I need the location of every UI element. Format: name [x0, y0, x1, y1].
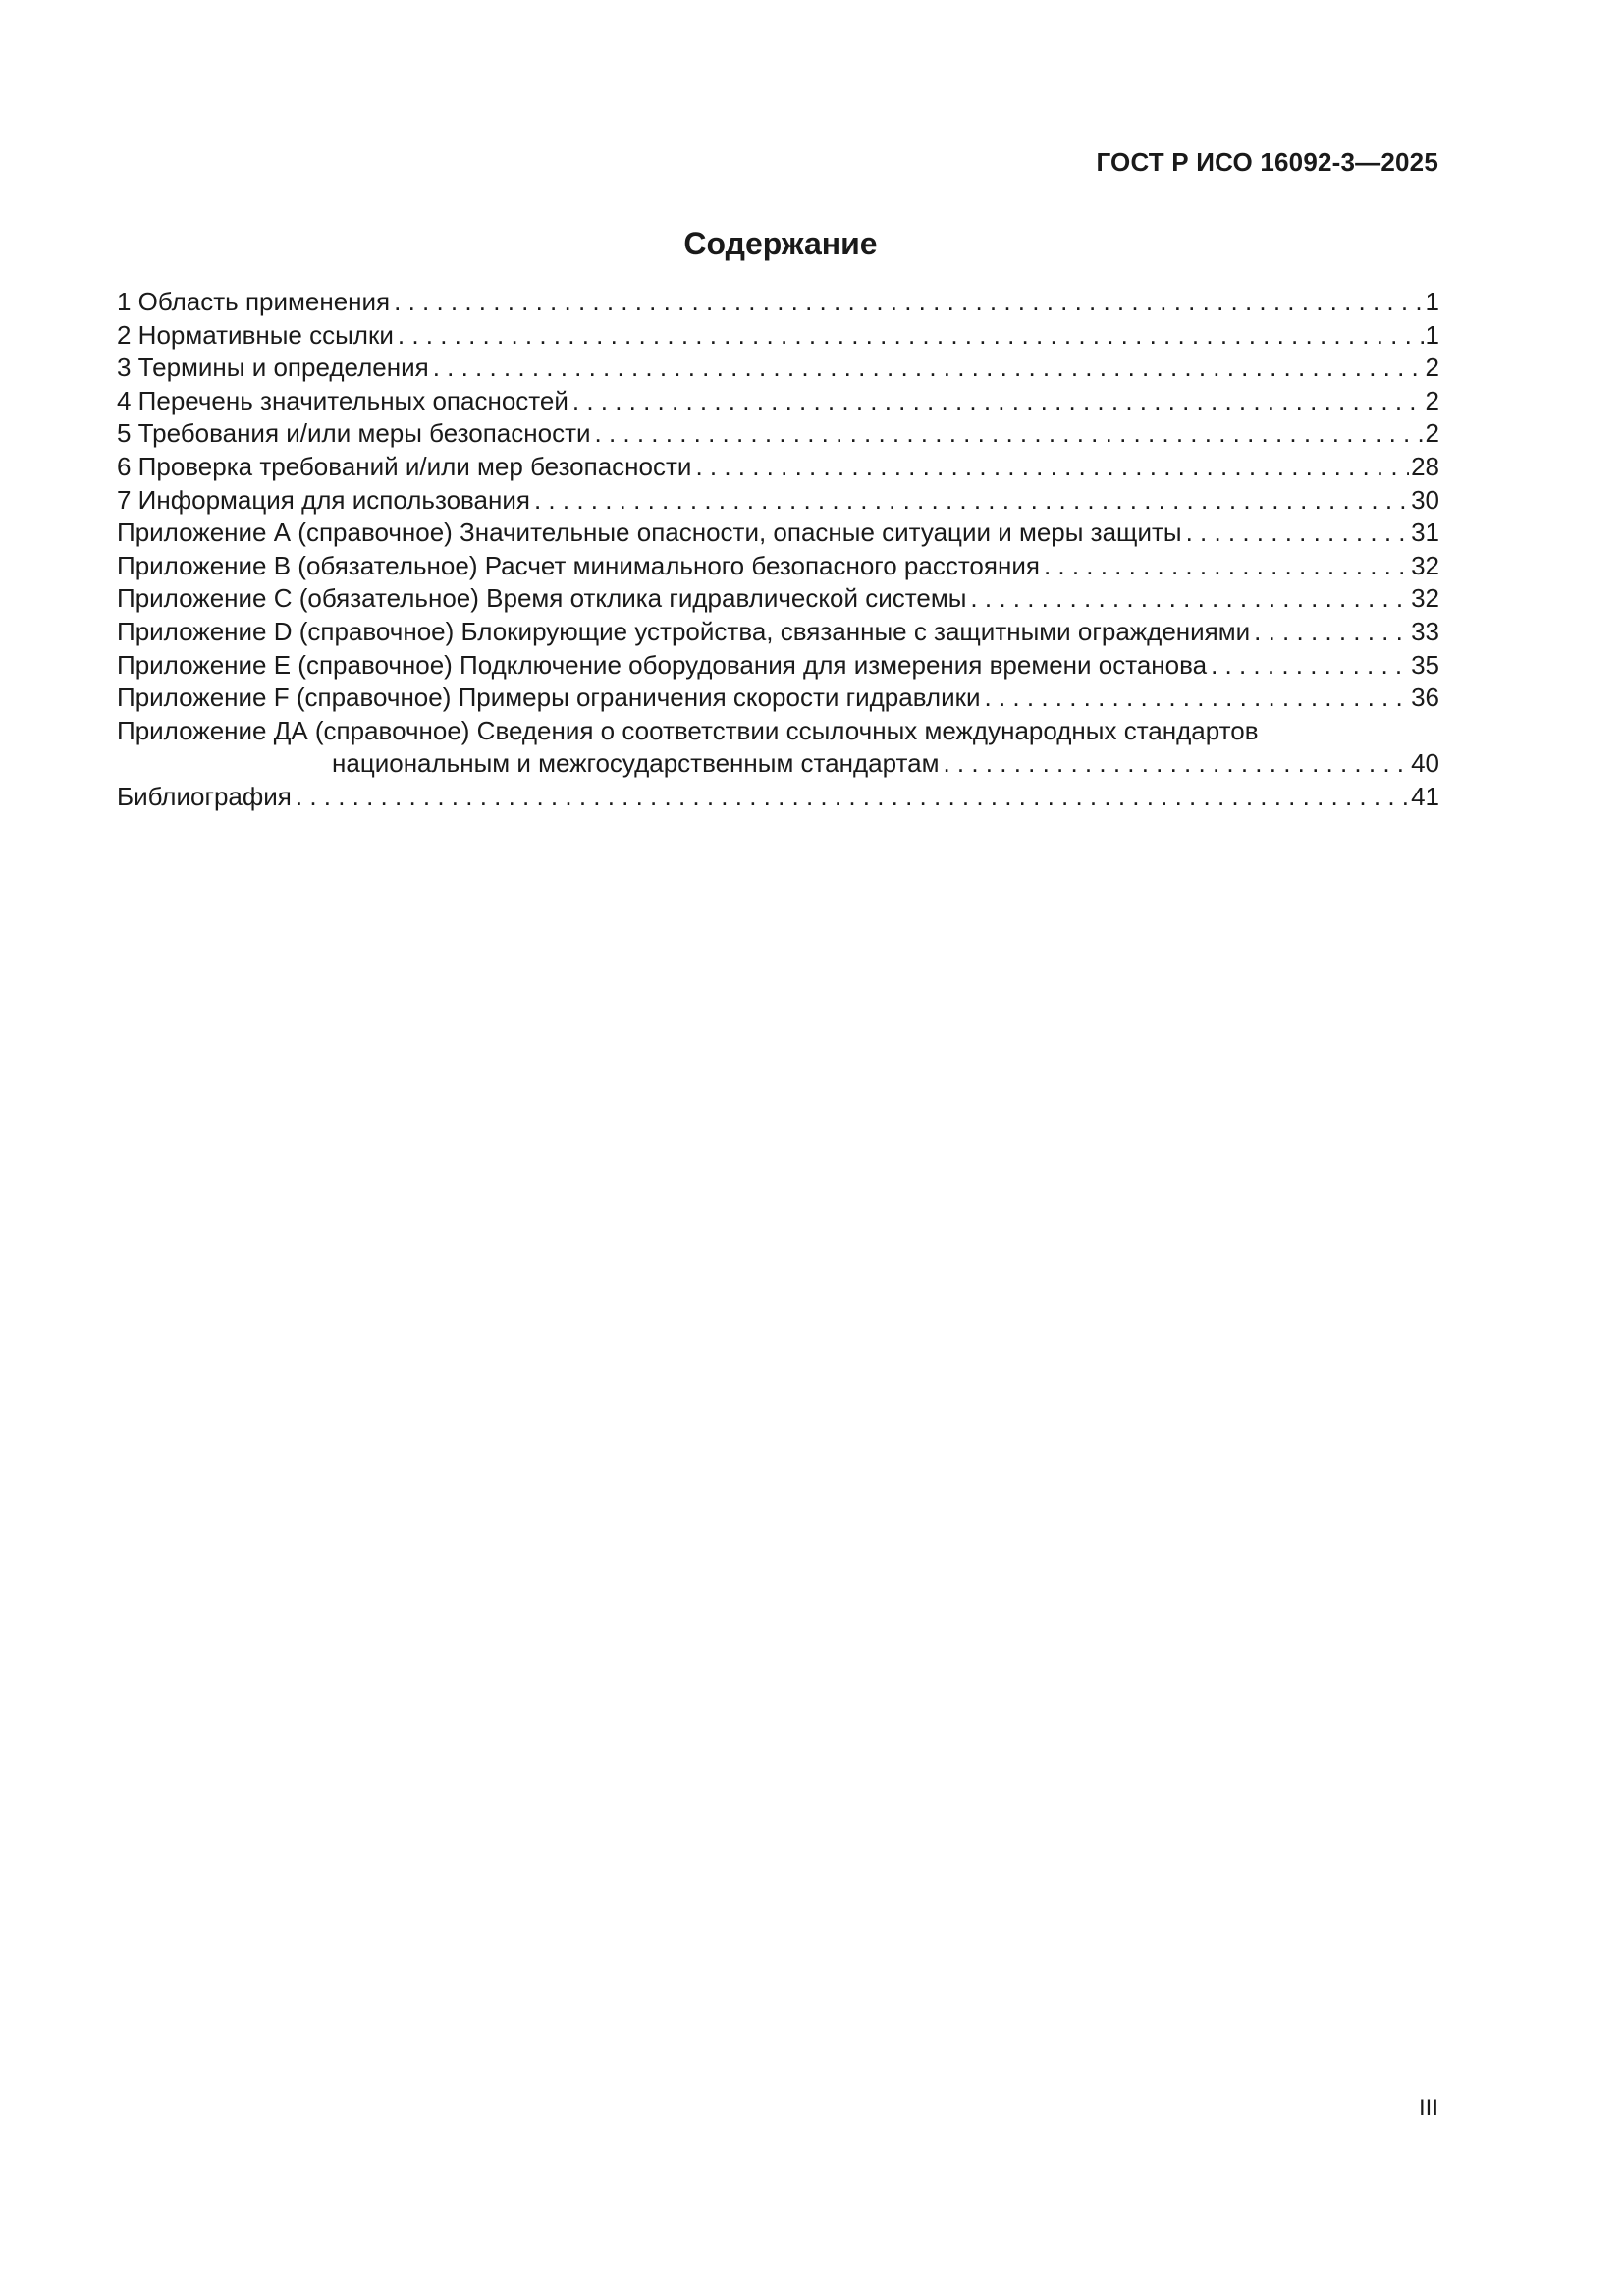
- toc-leader-dots: [985, 682, 1410, 715]
- toc-entry-annex-a[interactable]: [117, 517, 1439, 550]
- toc-entry-3[interactable]: [117, 352, 1439, 385]
- toc-entry-page: 32: [1411, 583, 1439, 614]
- toc-entry-page: 1: [1425, 287, 1439, 316]
- toc-leader-dots: [970, 582, 1409, 616]
- toc-entry-label: Приложение F (справочное) Примеры ограничения скорости гидравлики: [117, 683, 981, 713]
- toc-leader-dots: [534, 484, 1409, 518]
- toc-leader-dots: [394, 286, 1423, 319]
- toc-entry-label: 3 Термины и определения: [117, 353, 429, 383]
- toc-leader-dots: [433, 352, 1424, 385]
- toc-entry-page: 30: [1411, 484, 1439, 515]
- toc-entry-label: Приложение ДА (справочное) Сведения о соответствии ссылочных международных стандартов: [117, 715, 1259, 745]
- toc-leader-dots: [943, 747, 1409, 781]
- toc-entry-5[interactable]: [117, 417, 1439, 451]
- toc-entry-label: 7 Информация для использования: [117, 484, 530, 515]
- toc-entry-bibliography[interactable]: [117, 781, 1439, 814]
- toc-leader-dots: [1186, 517, 1410, 550]
- toc-leader-dots: [595, 417, 1424, 451]
- toc-entry-7[interactable]: [117, 484, 1439, 518]
- toc-leader-dots: [572, 385, 1424, 418]
- toc-entry-label: 2 Нормативные ссылки: [117, 319, 394, 350]
- toc-title: Содержание: [683, 226, 878, 261]
- toc-entry-label: Приложение А (справочное) Значительные опасности, опасные ситуации и меры защиты: [117, 518, 1182, 548]
- toc-entry-page: 36: [1411, 683, 1439, 713]
- toc-entry-page: 2: [1425, 385, 1439, 415]
- toc-leader-dots: [695, 451, 1409, 484]
- toc-entry-page: 41: [1411, 781, 1439, 811]
- toc-leader-dots: [1044, 550, 1409, 583]
- toc-entry-1[interactable]: [117, 286, 1439, 319]
- toc-leader-dots: [1254, 616, 1409, 649]
- table-of-contents: [117, 286, 1439, 814]
- toc-entry-label: Библиография: [117, 781, 292, 811]
- toc-entry-page: 2: [1425, 353, 1439, 383]
- toc-entry-annex-da[interactable]: [117, 715, 1439, 781]
- toc-entry-label: Приложение D (справочное) Блокирующие устройства, связанные с защитными ограждениями: [117, 616, 1251, 646]
- toc-leader-dots: [1211, 649, 1409, 683]
- toc-entry-label-continued: национальным и межгосударственным стандартам: [332, 748, 940, 779]
- toc-entry-annex-e[interactable]: [117, 649, 1439, 683]
- toc-entry-label: 5 Требования и/или меры безопасности: [117, 418, 591, 449]
- toc-entry-label: 4 Перечень значительных опасностей: [117, 385, 568, 415]
- toc-entry-page: 31: [1411, 518, 1439, 548]
- toc-entry-page: 35: [1411, 649, 1439, 680]
- toc-entry-2[interactable]: [117, 319, 1439, 353]
- toc-entry-4[interactable]: [117, 385, 1439, 418]
- toc-entry-annex-d[interactable]: [117, 616, 1439, 649]
- page-number: III: [1418, 2095, 1438, 2121]
- toc-entry-page: 32: [1411, 550, 1439, 580]
- toc-entry-annex-c[interactable]: [117, 582, 1439, 616]
- toc-entry-page: 1: [1425, 319, 1439, 350]
- toc-entry-label: 1 Область применения: [117, 287, 391, 316]
- toc-leader-dots: [398, 319, 1424, 353]
- toc-entry-annex-f[interactable]: [117, 682, 1439, 715]
- toc-leader-dots: [296, 781, 1409, 814]
- toc-entry-page: 2: [1425, 418, 1439, 449]
- document-standard-id: ГОСТ Р ИСО 16092-3—2025: [1096, 147, 1438, 177]
- toc-entry-page: 28: [1411, 451, 1439, 481]
- toc-entry-label: Приложение С (обязательное) Время отклика гидравлической системы: [117, 583, 967, 614]
- toc-entry-label: 6 Проверка требований и/или мер безопасности: [117, 451, 692, 481]
- toc-entry-6[interactable]: [117, 451, 1439, 484]
- toc-entry-page: 33: [1411, 616, 1439, 646]
- toc-entry-page: 40: [1411, 748, 1439, 779]
- toc-entry-label: Приложение Е (справочное) Подключение оборудования для измерения времени останова: [117, 649, 1208, 680]
- toc-entry-label: Приложение В (обязательное) Расчет минимального безопасного расстояния: [117, 550, 1040, 580]
- toc-entry-annex-b[interactable]: [117, 550, 1439, 583]
